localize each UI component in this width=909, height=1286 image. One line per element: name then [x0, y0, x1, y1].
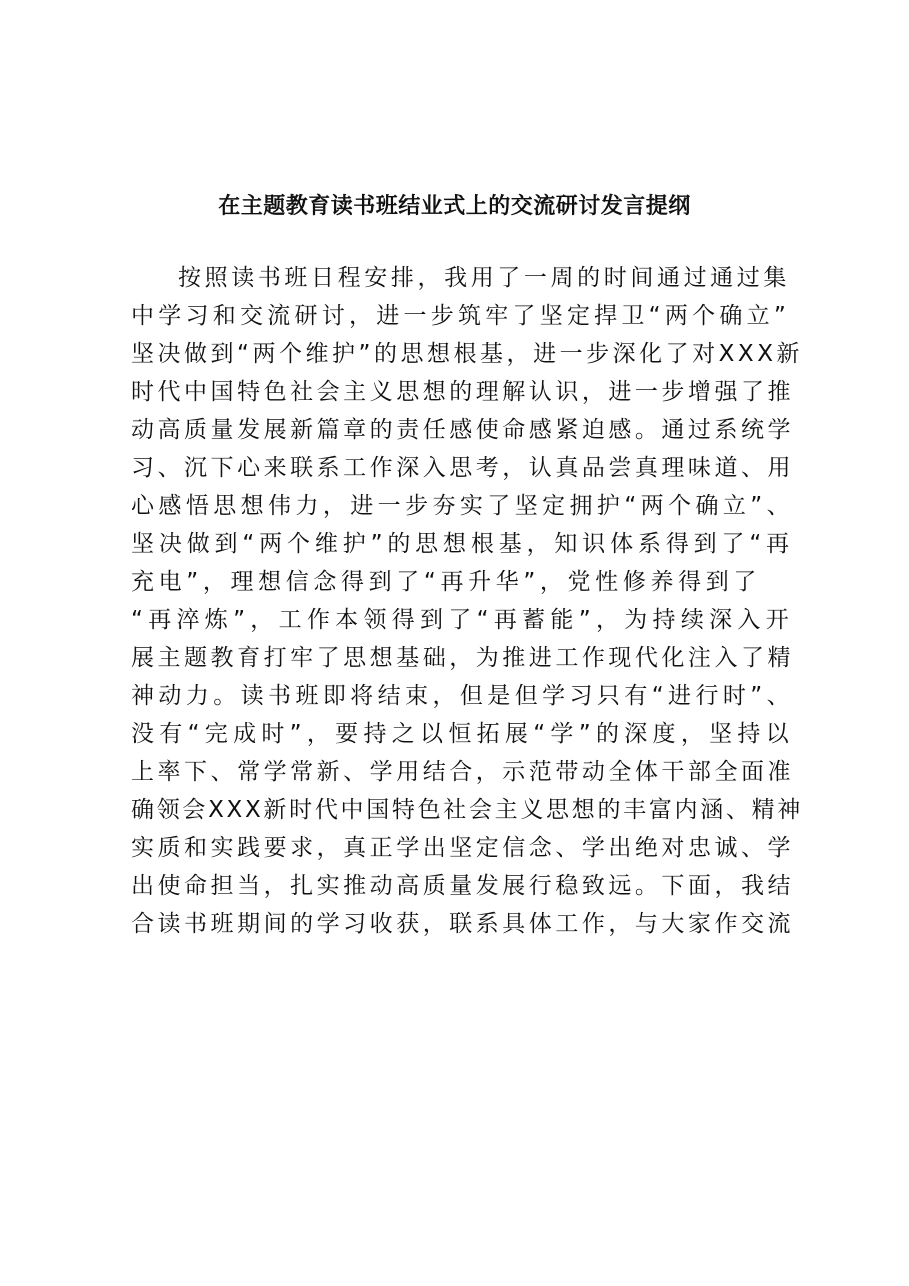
body-line	[0, 600, 909, 640]
body-line-text: 没有“完成时”，要持之以恒拓展“学”的深度，坚持以	[131, 721, 794, 747]
body-line	[0, 562, 909, 602]
body-line-text: 确领会XXX新时代中国特色社会主义思想的丰富内涵、精神	[131, 797, 803, 823]
body-line-text: 心感悟思想伟力，进一步夯实了坚定拥护“两个确立”、	[131, 493, 794, 519]
body-line	[0, 258, 909, 298]
body-line	[0, 828, 909, 868]
body-line-text: 出使命担当，扎实推动高质量发展行稳致远。下面，我结	[131, 873, 794, 899]
body-line	[0, 486, 909, 526]
document-title: 在主题教育读书班结业式上的交流研讨发言提纲	[218, 193, 691, 219]
body-line-text: 习、沉下心来联系工作深入思考，认真品尝真理味道、用	[131, 455, 794, 481]
body-line	[0, 372, 909, 412]
body-line-text: 神动力。读书班即将结束，但是但学习只有“进行时”、	[131, 683, 794, 709]
body-line-text: 中学习和交流研讨，进一步筑牢了坚定捍卫“两个确立”	[131, 303, 790, 329]
body-line-text: 按照读书班日程安排，我用了一周的时间通过通过集	[178, 265, 790, 291]
body-line-text: 坚决做到“两个维护”的思想根基，进一步深化了对XXX新	[131, 341, 803, 367]
body-line	[0, 638, 909, 678]
body-line	[0, 296, 909, 336]
body-line	[0, 904, 909, 944]
body-line	[0, 714, 909, 754]
body-line	[0, 448, 909, 488]
body-line	[0, 790, 909, 830]
body-line-text: 坚决做到“两个维护”的思想根基，知识体系得到了“再	[131, 531, 794, 557]
body-line	[0, 410, 909, 450]
body-line-text: 动高质量发展新篇章的责任感使命感紧迫感。通过系统学	[131, 417, 794, 443]
body-line	[0, 676, 909, 716]
body-line	[0, 334, 909, 374]
body-line-text: 合读书班期间的学习收获，联系具体工作，与大家作交流	[131, 911, 794, 937]
body-line-text: 充电”，理想信念得到了“再升华”，党性修养得到了	[131, 569, 761, 595]
body-line	[0, 524, 909, 564]
body-line-text: 展主题教育打牢了思想基础，为推进工作现代化注入了精	[131, 645, 794, 671]
body-line-text: “再淬炼”，工作本领得到了“再蓄能”，为持续深入开	[131, 607, 794, 633]
body-line-text: 上率下、常学常新、学用结合，示范带动全体干部全面准	[131, 759, 794, 785]
body-line-text: 时代中国特色社会主义思想的理解认识，进一步增强了推	[131, 379, 794, 405]
body-line	[0, 866, 909, 906]
body-line	[0, 752, 909, 792]
body-line-text: 实质和实践要求，真正学出坚定信念、学出绝对忠诚、学	[131, 835, 794, 861]
